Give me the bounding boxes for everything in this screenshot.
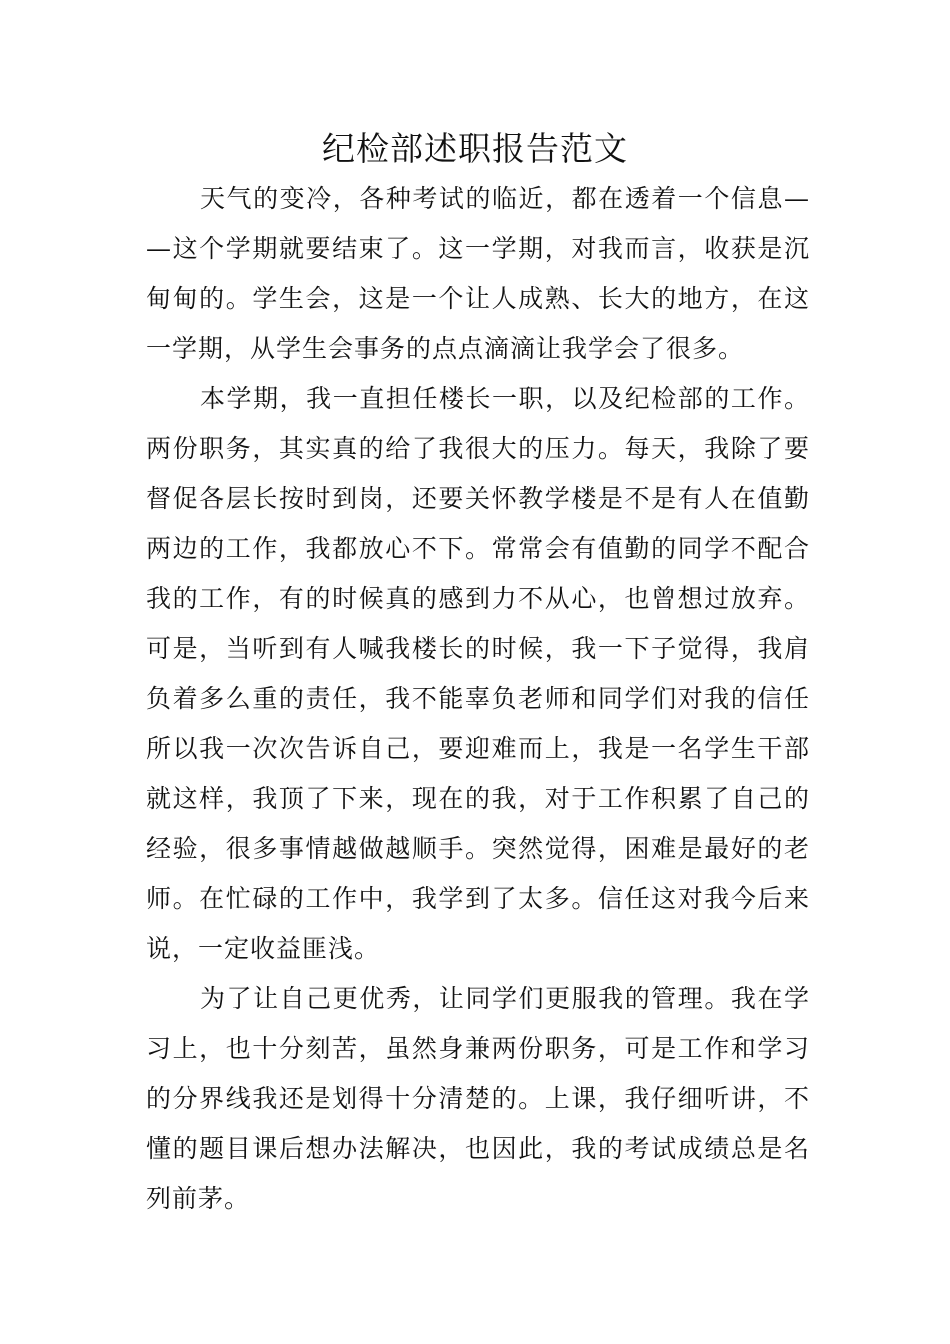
paragraph-line: 列前茅。 <box>146 1184 251 1213</box>
paragraph-line: 我的工作，有的时候真的感到力不从心，也曾想过放弃。 <box>146 584 810 613</box>
paragraph-line: 两边的工作，我都放心不下。常常会有值勤的同学不配合 <box>146 534 810 563</box>
paragraph-line: 为了让自己更优秀，让同学们更服我的管理。我在学 <box>200 984 810 1013</box>
paragraph-line: 所以我一次次告诉自己，要迎难而上，我是一名学生干部 <box>146 734 810 763</box>
paragraph-line: 天气的变冷，各种考试的临近，都在透着一个信息— <box>200 184 810 213</box>
document-body <box>146 174 810 1224</box>
paragraph-line: 懂的题目课后想办法解决，也因此，我的考试成绩总是名 <box>146 1134 810 1163</box>
paragraph-line: 一学期，从学生会事务的点点滴滴让我学会了很多。 <box>146 334 745 363</box>
paragraph-line: 本学期，我一直担任楼长一职，以及纪检部的工作。 <box>200 384 810 413</box>
paragraph-line: 经验，很多事情越做越顺手。突然觉得，困难是最好的老 <box>146 834 810 863</box>
paragraph-2 <box>146 374 810 974</box>
paragraph-line: 就这样，我顶了下来，现在的我，对于工作积累了自己的 <box>146 784 810 813</box>
paragraph-line: 负着多么重的责任，我不能辜负老师和同学们对我的信任 <box>146 684 810 713</box>
paragraph-1 <box>146 174 810 374</box>
paragraph-line: —这个学期就要结束了。这一学期，对我而言，收获是沉 <box>146 234 810 263</box>
paragraph-line: 两份职务，其实真的给了我很大的压力。每天，我除了要 <box>146 434 810 463</box>
document-title: 纪检部述职报告范文 <box>322 129 628 168</box>
paragraph-line: 师。在忙碌的工作中，我学到了太多。信任这对我今后来 <box>146 884 810 913</box>
paragraph-line: 习上，也十分刻苦，虽然身兼两份职务，可是工作和学习 <box>146 1034 810 1063</box>
paragraph-line: 的分界线我还是划得十分清楚的。上课，我仔细听讲，不 <box>146 1084 810 1113</box>
paragraph-line: 甸甸的。学生会，这是一个让人成熟、长大的地方，在这 <box>146 284 810 313</box>
paragraph-line: 说，一定收益匪浅。 <box>146 934 381 963</box>
paragraph-3 <box>146 974 810 1224</box>
paragraph-line: 督促各层长按时到岗，还要关怀教学楼是不是有人在值勤 <box>146 484 810 513</box>
paragraph-line: 可是，当听到有人喊我楼长的时候，我一下子觉得，我肩 <box>146 634 810 663</box>
